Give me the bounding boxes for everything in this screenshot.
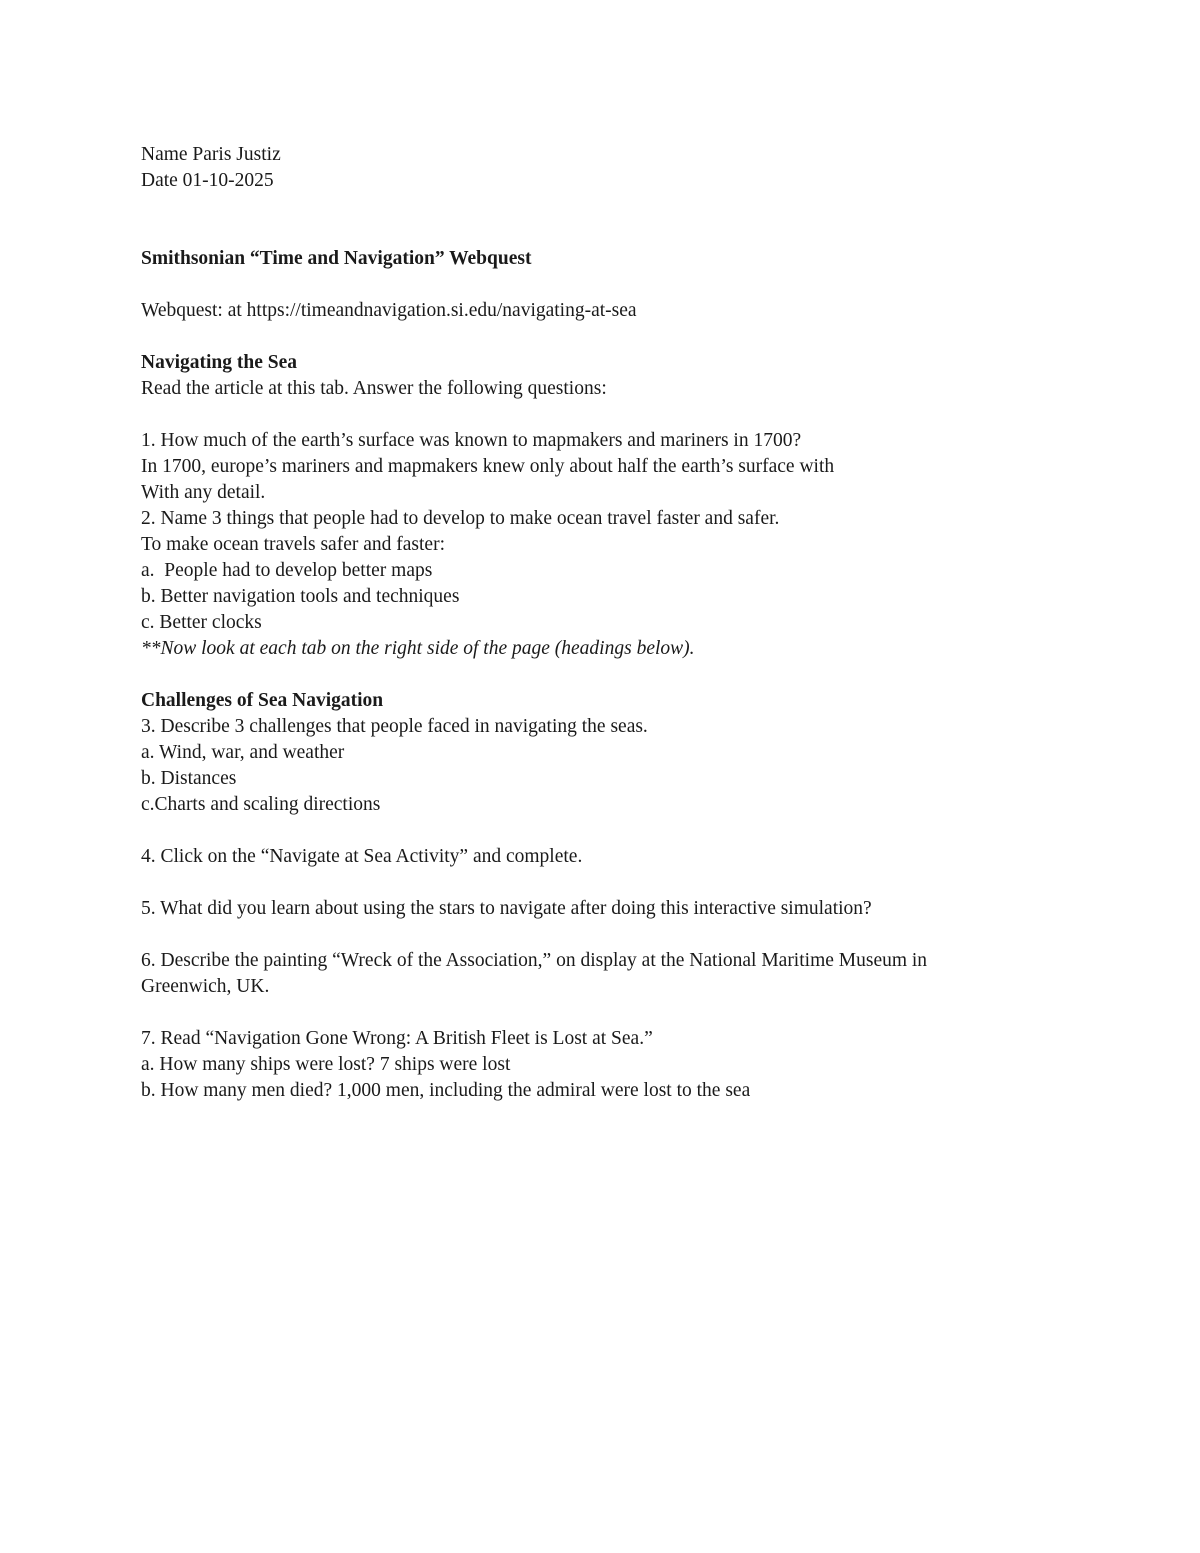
- spacer: [141, 194, 1101, 220]
- answer-2-item: a. People had to develop better maps: [141, 560, 433, 581]
- answer-2-intro: To make ocean travels safer and faster:: [141, 534, 445, 555]
- document-page: [141, 142, 1101, 1104]
- question-7: 7. Read “Navigation Gone Wrong: A British Fleet is Lost at Sea.”: [141, 1028, 653, 1049]
- spacer: [141, 272, 1101, 298]
- section-heading-challenges: Challenges of Sea Navigation: [141, 690, 384, 711]
- answer-1-line-2: With any detail.: [141, 482, 266, 503]
- webquest-url-line: Webquest: at https://timeandnavigation.si.edu/navigating-at-sea: [141, 300, 637, 321]
- spacer: [141, 818, 1101, 844]
- spacer: [141, 324, 1101, 350]
- answer-7b: b. How many men died? 1,000 men, including the admiral were lost to the sea: [141, 1080, 751, 1101]
- answer-2-item: c. Better clocks: [141, 612, 262, 633]
- answer-7a: a. How many ships were lost? 7 ships were lost: [141, 1054, 511, 1075]
- instructions: Read the article at this tab. Answer the following questions:: [141, 378, 607, 399]
- spacer: [141, 220, 1101, 246]
- answer-1-line-1: In 1700, europe’s mariners and mapmakers knew only about half the earth’s surface with: [141, 456, 835, 477]
- question-6-line-2: Greenwich, UK.: [141, 976, 270, 997]
- spacer: [141, 662, 1101, 688]
- name-line: Name Paris Justiz: [141, 144, 281, 165]
- question-4: 4. Click on the “Navigate at Sea Activity” and complete.: [141, 846, 583, 867]
- spacer: [141, 922, 1101, 948]
- question-1: 1. How much of the earth’s surface was known to mapmakers and mariners in 1700?: [141, 430, 802, 451]
- question-2: 2. Name 3 things that people had to develop to make ocean travel faster and safer.: [141, 508, 780, 529]
- spacer: [141, 1000, 1101, 1026]
- answer-3-item: c.Charts and scaling directions: [141, 794, 381, 815]
- spacer: [141, 870, 1101, 896]
- answer-2-item: b. Better navigation tools and techniques: [141, 586, 460, 607]
- spacer: [141, 402, 1101, 428]
- section-heading-navigating-the-sea: Navigating the Sea: [141, 352, 297, 373]
- answer-3-item: a. Wind, war, and weather: [141, 742, 345, 763]
- question-5: 5. What did you learn about using the stars to navigate after doing this interactive simulation?: [141, 898, 872, 919]
- question-3: 3. Describe 3 challenges that people faced in navigating the seas.: [141, 716, 648, 737]
- answer-3-item: b. Distances: [141, 768, 237, 789]
- date-line: Date 01-10-2025: [141, 170, 274, 191]
- tabs-note: **Now look at each tab on the right side of the page (headings below).: [141, 638, 695, 659]
- question-6-line-1: 6. Describe the painting “Wreck of the Association,” on display at the National Maritime Museum in: [141, 950, 928, 971]
- document-title: Smithsonian “Time and Navigation” Webquest: [141, 248, 532, 269]
